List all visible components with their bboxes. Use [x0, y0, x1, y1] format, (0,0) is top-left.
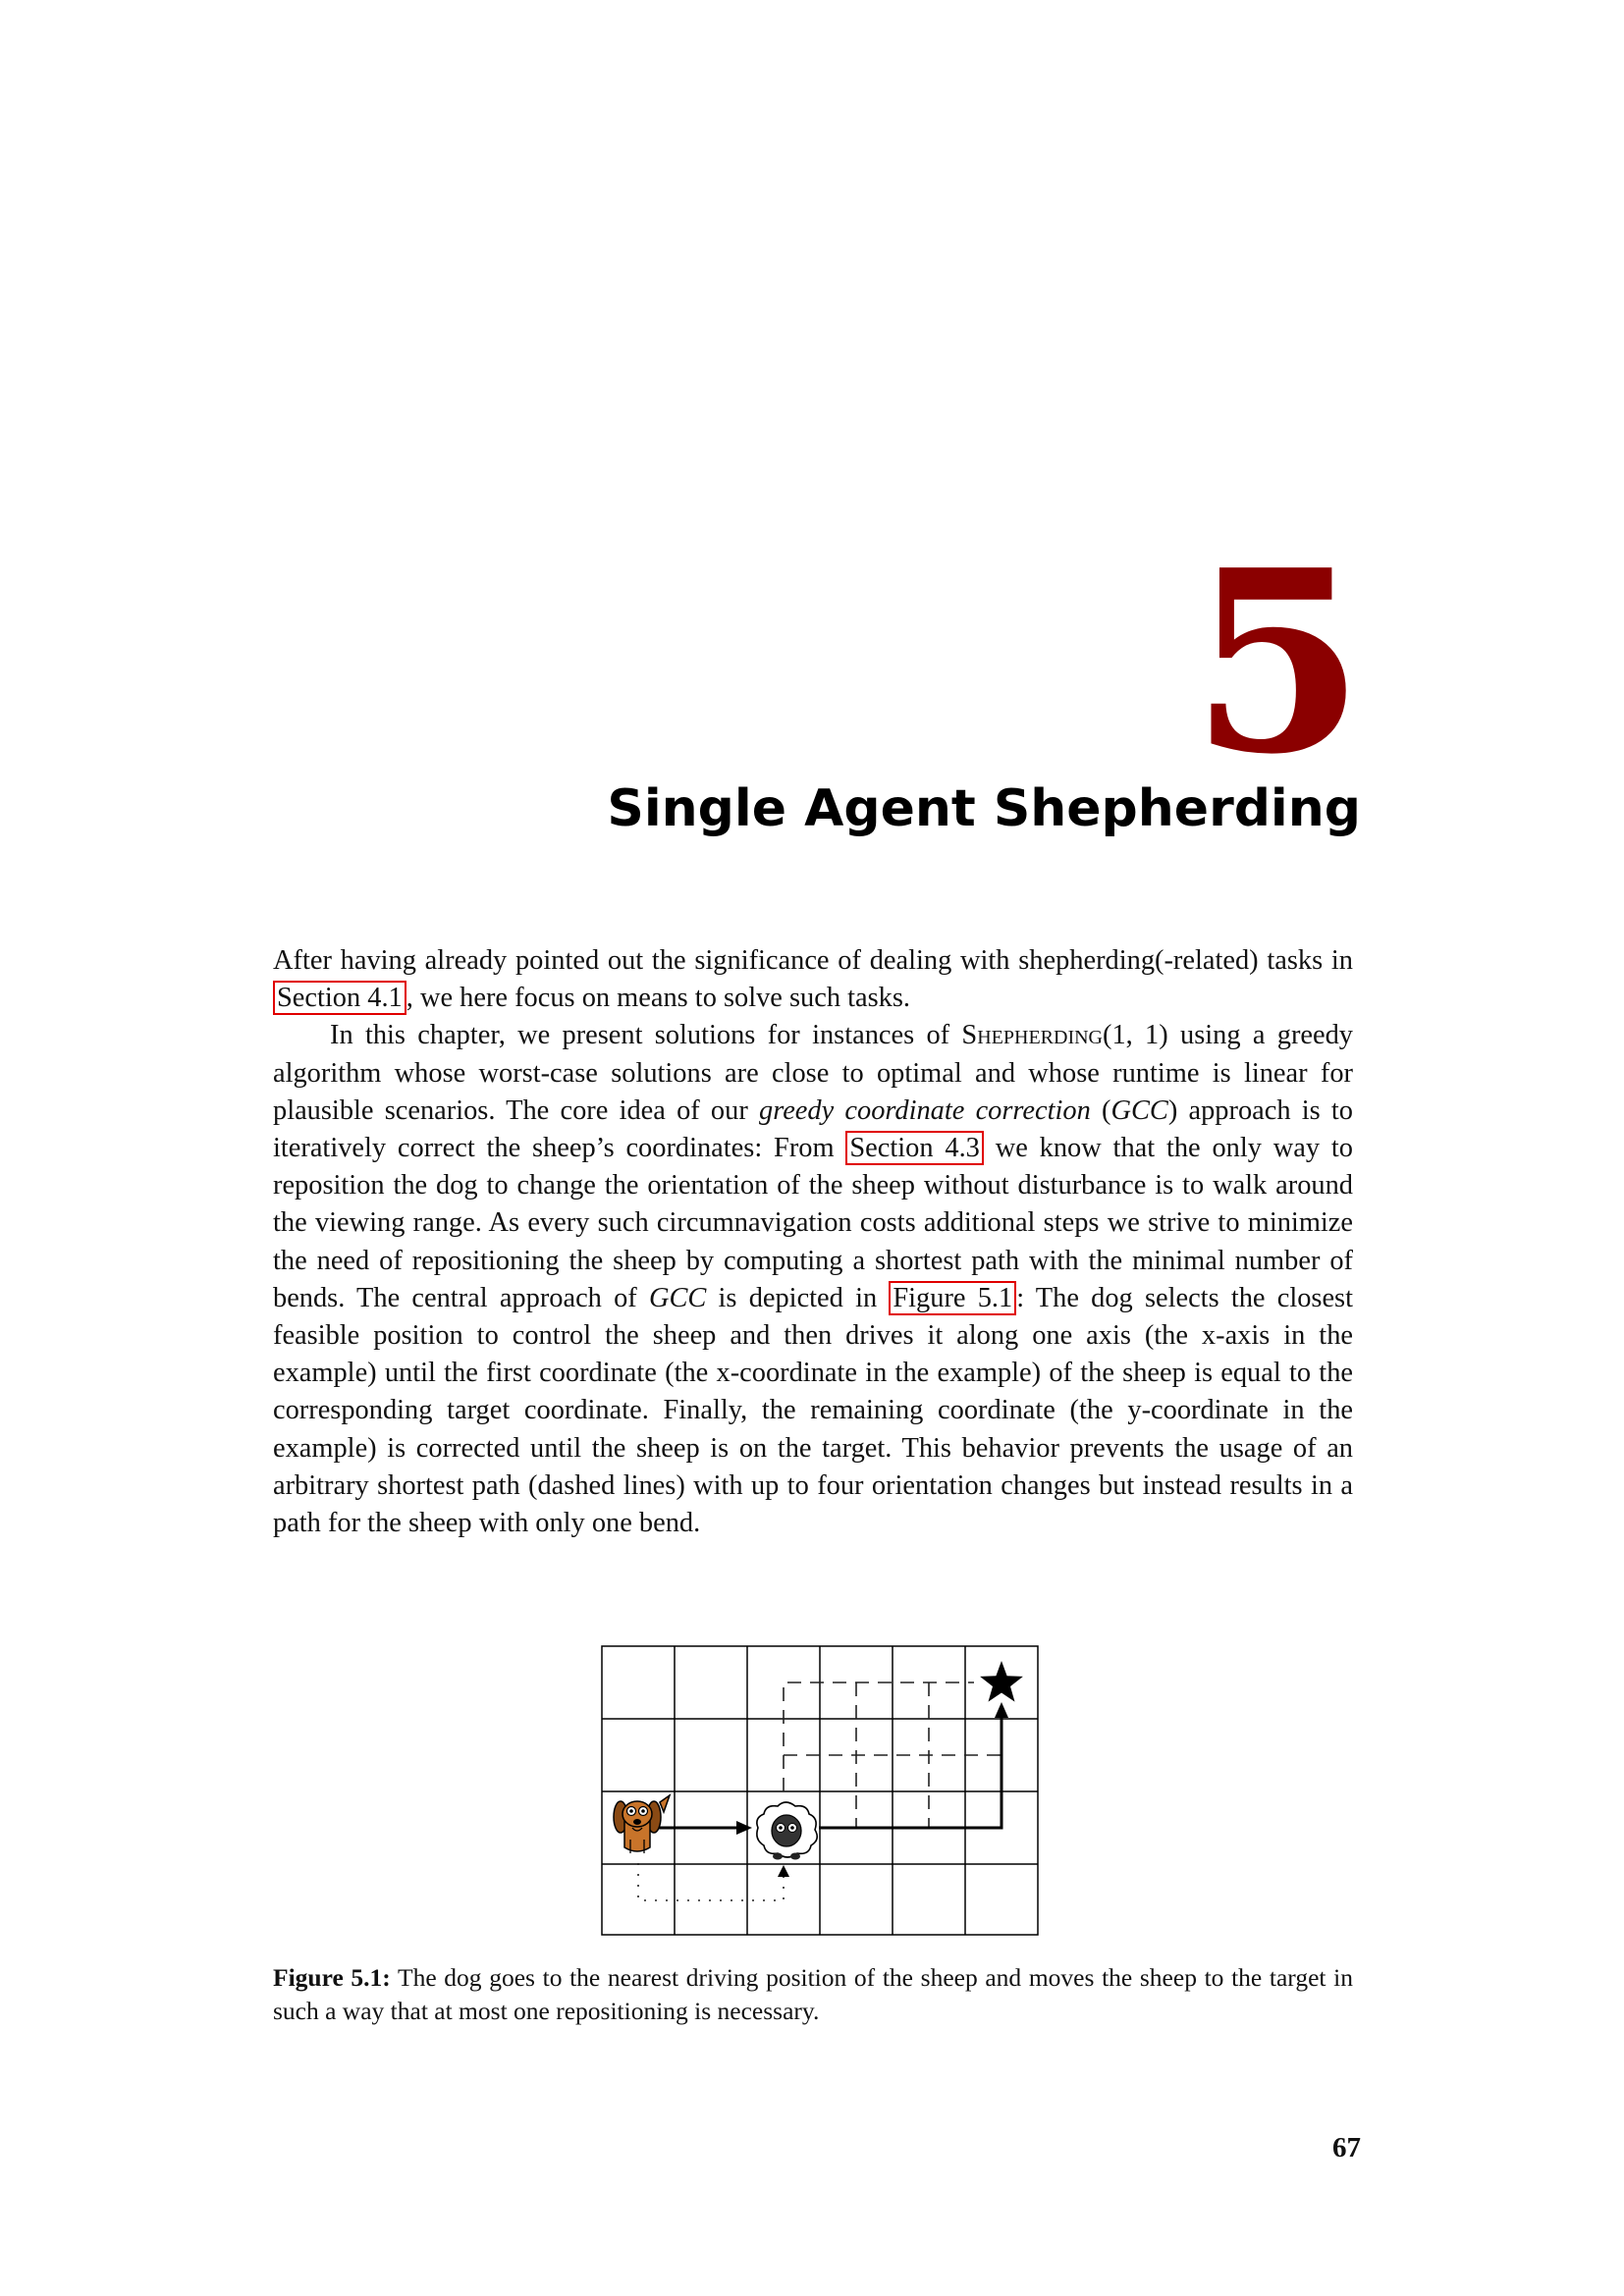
text-run: is depicted in: [706, 1282, 890, 1313]
star-icon: [980, 1661, 1023, 1702]
section-4-3-link[interactable]: Section 4.3: [845, 1131, 983, 1165]
text-run: (: [1090, 1095, 1111, 1126]
paragraph-2: [273, 1017, 1353, 1542]
paragraph-1: [273, 942, 1353, 1017]
grid-diagram: [601, 1645, 1039, 1936]
arrow-head: [736, 1821, 752, 1835]
text-run: , we here focus on means to solve such tasks.: [406, 983, 911, 1014]
page-number: 67: [1332, 2132, 1361, 2163]
term-emphasis: greedy coordinate correction: [759, 1095, 1091, 1126]
figure-5-1: [601, 1645, 1039, 1940]
figure-5-1-link[interactable]: Figure 5.1: [889, 1281, 1016, 1315]
arrow-head: [995, 1702, 1008, 1718]
sheep-icon: [757, 1802, 817, 1860]
text-run: (1, 1) using a greedy algorithm whose worst-case solutions are close to optimal and whose runtime is linear for plausible scenarios. The core idea of our: [273, 1020, 1354, 1126]
dog-walk-path: [638, 1863, 784, 1900]
section-4-1-link[interactable]: Section 4.1: [273, 981, 406, 1015]
text-run: In this chapter, we present solutions for instances of: [330, 1020, 962, 1051]
text-run: ) approach is to iteratively correct the sheep’s coordinates: From: [273, 1095, 1353, 1164]
dashed-path: [784, 1682, 974, 1791]
text-run: After having already pointed out the significance of dealing with shepherding(-related) tasks in: [273, 945, 1353, 976]
term-emphasis: GCC: [1110, 1095, 1168, 1126]
grid: [602, 1646, 1038, 1935]
figure-caption: [273, 1961, 1353, 2028]
arrow-head: [778, 1865, 789, 1877]
text-run: : The dog selects the closest feasible position to control the sheep and then drives it along one axis (the x-axis in the example) until the first coordinate (the x-coordinate in the example) of the sheep is equal to the corresponding target coordinate. Finally, the remaining coordinate (the y-coordinate in the example) is corrected until the sheep is on the target. This behavior prevents the usage of an arbitrary shortest path (dashed lines) with up to four orientation changes but instead results in a path for the sheep with only one bend.: [273, 1282, 1353, 1539]
caption-label: Figure 5.1:: [273, 1963, 391, 1992]
chapter-number: 5: [1190, 516, 1361, 810]
sheep-path: [819, 1716, 1001, 1828]
term-emphasis: GCC: [648, 1282, 707, 1313]
caption-text: The dog goes to the nearest driving position of the sheep and moves the sheep to the target in such a way that at most one repositioning is necessary.: [273, 1963, 1353, 2025]
body-text: [273, 942, 1353, 1542]
problem-name: Shepherding: [961, 1020, 1103, 1051]
dog-icon: [614, 1795, 670, 1853]
text-run: we know that the only way to reposition the dog to change the orientation of the sheep without disturbance is to walk around the viewing range. As every such circumnavigation costs additional steps we strive to minimize the need of repositioning the sheep by computing a shortest path with the minimal number of bends. The central approach of: [273, 1133, 1353, 1313]
chapter-title: Single Agent Shepherding: [607, 779, 1361, 838]
